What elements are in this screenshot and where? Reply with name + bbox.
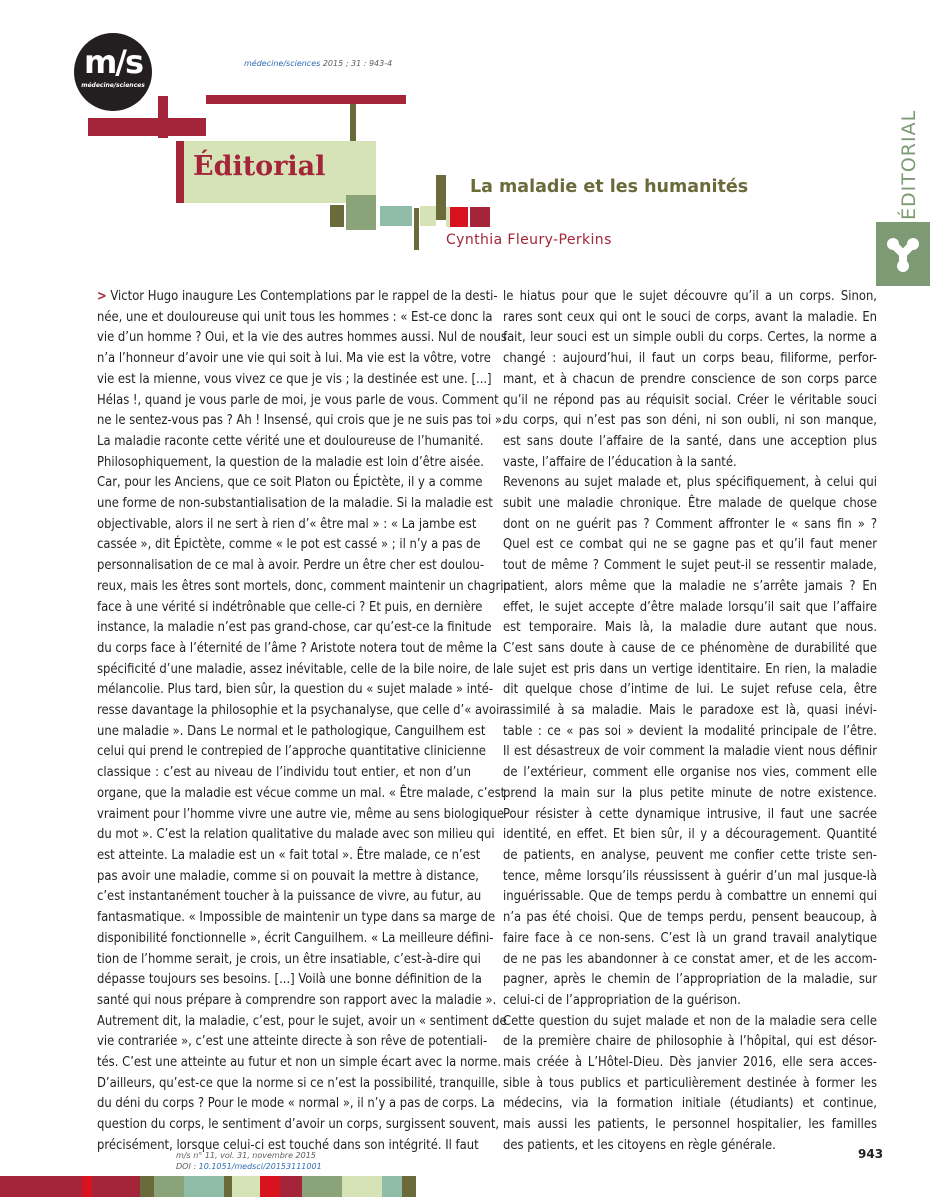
logo-text: m/s — [83, 43, 143, 81]
text-line: mais aussi les patients, le personnel hospitalier, les familles — [503, 1117, 877, 1133]
text-line: cassée », dit Épictète, comme « le pot est cassé » ; il n’y a pas de — [97, 537, 481, 553]
text-line: de ne pas les abandonner à ce constat amer, et de les accom- — [503, 951, 877, 967]
text-line: mélancolie. Plus tard, bien sûr, la question du « sujet malade » inté- — [97, 682, 494, 698]
footer-reference — [176, 1150, 322, 1172]
footer-strip-wine-2 — [280, 1176, 302, 1197]
text-line: vaste, l’affaire de l’éducation à la santé. — [503, 454, 737, 470]
article-title: La maladie et les humanités — [470, 177, 749, 197]
text-line: vraiment pour l’homme vivre une autre vie, même au sens biologique — [97, 806, 505, 822]
footer-strip-red-bright — [82, 1176, 92, 1197]
side-label-text: ÉDITORIAL — [898, 109, 920, 220]
issue-info: m/s n° 11, vol. 31, novembre 2015 — [176, 1151, 316, 1160]
text-line: est sans doute l’affaire de la santé, dans une acception plus — [503, 433, 877, 449]
text-line: question du corps, le sentiment d’avoir un corps, surgissent souvent, — [97, 1117, 500, 1133]
footer-strip-olive — [140, 1176, 154, 1197]
page-number: 943 — [858, 1147, 884, 1161]
footer-strip-sage — [154, 1176, 184, 1197]
text-line: D’ailleurs, qu’est-ce que la norme si ce n’est la possibilité, tranquille, — [97, 1075, 499, 1091]
text-line: pas avoir une maladie, comme si on pouvait la mettre à distance, — [97, 868, 479, 884]
text-line: une maladie ». Dans Le normal et le pathologique, Canguilhem est — [97, 723, 486, 739]
decor-block-olive — [330, 205, 344, 227]
text-line: vie contrariée », c’est une atteinte directe à son rêve de potentiali- — [97, 1034, 488, 1050]
text-line: rares sont ceux qui ont le souci de corps, avant la maladie. En — [503, 309, 877, 325]
citation — [244, 59, 392, 68]
doi-label: DOI : — [176, 1162, 199, 1171]
decor-bar-olive-tall — [436, 175, 446, 220]
text-line: La maladie raconte cette vérité une et douloureuse de l’humanité. — [97, 433, 484, 449]
text-line: Il est désastreux de voir comment la maladie vient nous définir — [503, 744, 877, 760]
text-line: médecins, via la formation initiale (étudiants) et continue, — [503, 1096, 877, 1112]
text-line: fantasmatique. « Impossible de maintenir un type dans sa marge de — [97, 910, 496, 926]
text-line: Cette question du sujet malade et non de la maladie sera celle — [503, 1013, 877, 1029]
text-line: dépasse toujours ses besoins. [...] Voilà une bonne définition de la — [97, 972, 482, 988]
decor-block-light-green — [420, 206, 436, 226]
section-icon — [876, 222, 930, 286]
text-line: instance, la maladie n’est pas grand-chose, car qu’est-ce la finitude — [97, 620, 492, 636]
text-line: identité, en effet. Et bien sûr, il y a découragement. Quantité — [503, 827, 877, 843]
text-line: faire face à ce non-sens. C’est là un grand travail analytique — [503, 930, 877, 946]
decor-block-red — [450, 207, 468, 227]
footer-strip-olive-2 — [224, 1176, 232, 1197]
text-line: Pour résister à cette dynamique intrusive, il faut une sacrée — [503, 806, 877, 822]
text-line: n’a pas été choisi. Que de temps perdu, pensent beaucoup, à — [503, 910, 877, 926]
body-column-left — [97, 287, 511, 1157]
text-line: fait, leur souci est un simple oubli du corps. Certes, la norme a — [503, 330, 877, 346]
text-line: tion de l’homme serait, je crois, un être insatiable, c’est-à-dire qui — [97, 951, 481, 967]
text-line: Car, pour les Anciens, que ce soit Platon ou Épictète, il y a comme — [97, 475, 483, 491]
footer-strip-red — [0, 1176, 82, 1197]
doi-link[interactable]: 10.1051/medsci/20153111001 — [198, 1162, 322, 1171]
text-line: de la première chaire de philosophie à l’hôpital, qui est désor- — [503, 1034, 877, 1050]
citation-journal: médecine/sciences — [244, 59, 321, 68]
text-line: subit une maladie chronique. Être malade de quelque chose — [503, 496, 877, 512]
body-column-right — [503, 287, 877, 1157]
text-line: changé : aujourd’hui, il faut un corps beau, filiforme, perfor- — [503, 351, 877, 367]
text-line: patient, alors même que la maladie ne s’arrête jamais ? En — [503, 578, 877, 594]
doi-line — [176, 1161, 322, 1172]
text-line: inguérissable. Que de temps perdu à combattre un ennemi qui — [503, 889, 877, 905]
decor-block-sage — [346, 195, 376, 230]
text-line: du mot ». C’est la relation qualitative du malade avec son milieu qui — [97, 827, 495, 843]
text-line: du déni du corps ? Pour le mode « normal », il n’y a pas de corps. La — [97, 1096, 495, 1112]
text-line: celui qui prend le contrepied de l’approche quantitative clinicienne — [97, 744, 486, 760]
text-line: est temporaire. Mais là, la maladie dure autant que nous. — [503, 620, 877, 636]
text-line: du corps, qui n’est pas son déni, ni son oubli, ni son manque, — [503, 413, 877, 429]
text-line: une forme de non-substantialisation de la maladie. Si la maladie est — [97, 496, 493, 512]
text-line: c’est instantanément toucher à la puissance de vivre, au futur, au — [97, 889, 482, 905]
text-line: tés. C’est une atteinte au futur et non un simple écart avec la norme. — [97, 1055, 502, 1071]
text-line: est atteinte. La maladie est un « fait total ». Être malade, ce n’est — [97, 847, 481, 863]
text-line: organe, que la maladie est vécue comme un mal. « Être malade, c’est — [97, 785, 506, 801]
text-line: le sujet est pris dans un vertige identitaire. En rien, la maladie — [503, 661, 877, 677]
text-line: mant, et à chacun de prendre conscience de son corps parce — [503, 371, 877, 387]
paragraph-arrow-icon: > — [97, 289, 107, 304]
logo-subtext: médecine/sciences — [81, 82, 145, 89]
text-line: tout de même ? Comment le sujet peut-il se ressentir malade, — [503, 558, 877, 574]
side-tab — [876, 222, 930, 286]
text-line: Autrement dit, la maladie, c’est, pour le sujet, avoir un « sentiment de — [97, 1013, 507, 1029]
footer-strip-light-2 — [342, 1176, 382, 1197]
text-line: reux, mais les êtres sont mortels, donc, comment maintenir un chagrin — [97, 578, 511, 594]
text-line: personnalisation de ce mal à avoir. Perdre un être cher est doulou- — [97, 558, 485, 574]
text-line: > Victor Hugo inaugure Les Contemplations par le rappel de la desti- — [97, 289, 498, 304]
footer-strip-red-2 — [260, 1176, 280, 1197]
text-line: prend la main sur la plus petite minute de notre existence. — [503, 785, 877, 801]
text-line: précisément, lorsque celui-ci est touché dans son intégrité. Il faut — [97, 1137, 479, 1153]
text-line: effet, le sujet accepte d’être malade lorsqu’il sait que l’affaire — [503, 599, 877, 615]
text-line: de l’extérieur, comment elle organise nos vies, comment elle — [503, 765, 877, 781]
text-line: celui-ci de l’appropriation de la guérison. — [503, 992, 741, 1008]
author-name: Cynthia Fleury-Perkins — [446, 232, 612, 248]
text-line: objectivable, alors il ne sert à rien d’« être mal » : « La jambe est — [97, 516, 477, 532]
text-line: pagner, après le chemin de l’appropriation de la maladie, sur — [503, 972, 877, 988]
text-line: Revenons au sujet malade et, plus spécifiquement, à celui qui — [503, 475, 877, 491]
text-line: née, une et douloureuse qui unit tous les hommes : « Est-ce donc la — [97, 309, 493, 325]
text-line: le hiatus pour que le sujet découvre qu’il a un corps. Sinon, — [503, 289, 877, 304]
text-line: resse davantage la philosophie et la psychanalyse, que celle d’« avoir — [97, 703, 505, 719]
text-line: classique : c’est au niveau de l’individu tout entier, et non d’un — [97, 765, 471, 781]
text-line: dit quelque chose d’intime de lui. Le sujet refuse cela, être — [503, 682, 877, 698]
footer-strip-wine — [92, 1176, 140, 1197]
text-line: spécificité d’une maladie, assez inévitable, celle de la bile noire, de la — [97, 661, 504, 677]
citation-volume: 2015 ; 31 : 943-4 — [320, 59, 393, 68]
text-line: vie d’un homme ? Oui, et la vie des autres hommes aussi. Nul de nous — [97, 330, 507, 346]
footer-strip-teal — [184, 1176, 224, 1197]
text-line: du corps face à l’éternité de l’âme ? Aristote notera tout de même la — [97, 640, 498, 656]
text-line: disponibilité fonctionnelle », écrit Canguilhem. « La meilleure défini- — [97, 930, 494, 946]
text-line: Quel est ce combat qui ne se gagne pas et qu’il faut mener — [503, 537, 877, 553]
text-line: Hélas !, quand je vous parle de moi, je vous parle de vous. Comment — [97, 392, 499, 408]
footer-strip-light — [232, 1176, 260, 1197]
decor-bar-red-top — [206, 95, 406, 104]
text-line: tence, même lorsqu’ils réussissent à guérir d’un mal jusque-là — [503, 868, 877, 884]
footer-strip-sage-2 — [302, 1176, 342, 1197]
text-line: C’est sans doute à cause de ce phénomène de durabilité que — [503, 640, 877, 656]
text-line: de patients, en analyse, peuvent me confier cette triste sen- — [503, 847, 877, 863]
text-line: sible à tous publics et particulièrement destinée à former les — [503, 1075, 877, 1091]
text-line: dont on ne guérit pas ? Comment affronter le « sans fin » ? — [503, 516, 877, 532]
footer-strip-teal-2 — [382, 1176, 402, 1197]
text-line: ne le sentez-vous pas ? Ah ! Insensé, qui crois que je ne suis pas toi ». — [97, 413, 506, 429]
decor-block-wine — [470, 207, 490, 227]
text-line: qu’il ne répond pas au réquisit social. Créer le véritable souci — [503, 392, 877, 408]
section-label: Éditorial — [193, 151, 326, 182]
text-line: mais créée à L’Hôtel-Dieu. Dès janvier 2016, elle sera acces- — [503, 1055, 877, 1071]
text-line: vie est la mienne, vous vivez ce que je vis ; la destinée est une. [...] — [97, 371, 492, 387]
decor-block-olive-2 — [414, 208, 419, 250]
text-line: table : ce « pas soi » devient la modalité principale de l’être. — [503, 723, 877, 739]
text-line: n’a l’honneur d’avoir une vie qui soit à lui. Ma vie est la vôtre, votre — [97, 351, 491, 367]
footer-strip-olive-3 — [402, 1176, 416, 1197]
decor-bar-red-small — [176, 141, 184, 203]
decor-block-teal — [380, 206, 412, 226]
journal-logo — [74, 33, 152, 111]
text-line: santé qui nous prépare à comprendre son rapport avec la maladie ». — [97, 992, 497, 1008]
side-section-label — [894, 109, 920, 220]
decor-bar-red-vertical — [158, 96, 168, 138]
text-line: face à une vérité si indétrônable que celle-ci ? Et puis, en dernière — [97, 599, 483, 615]
decor-bar-red-left — [88, 118, 206, 136]
text-line: des patients, et les citoyens en règle générale. — [503, 1137, 776, 1153]
text-line: assimilé à sa maladie. Mais le paradoxe est là, quasi inévi- — [503, 703, 877, 719]
text-line: Philosophiquement, la question de la maladie est loin d’être aisée. — [97, 454, 484, 470]
